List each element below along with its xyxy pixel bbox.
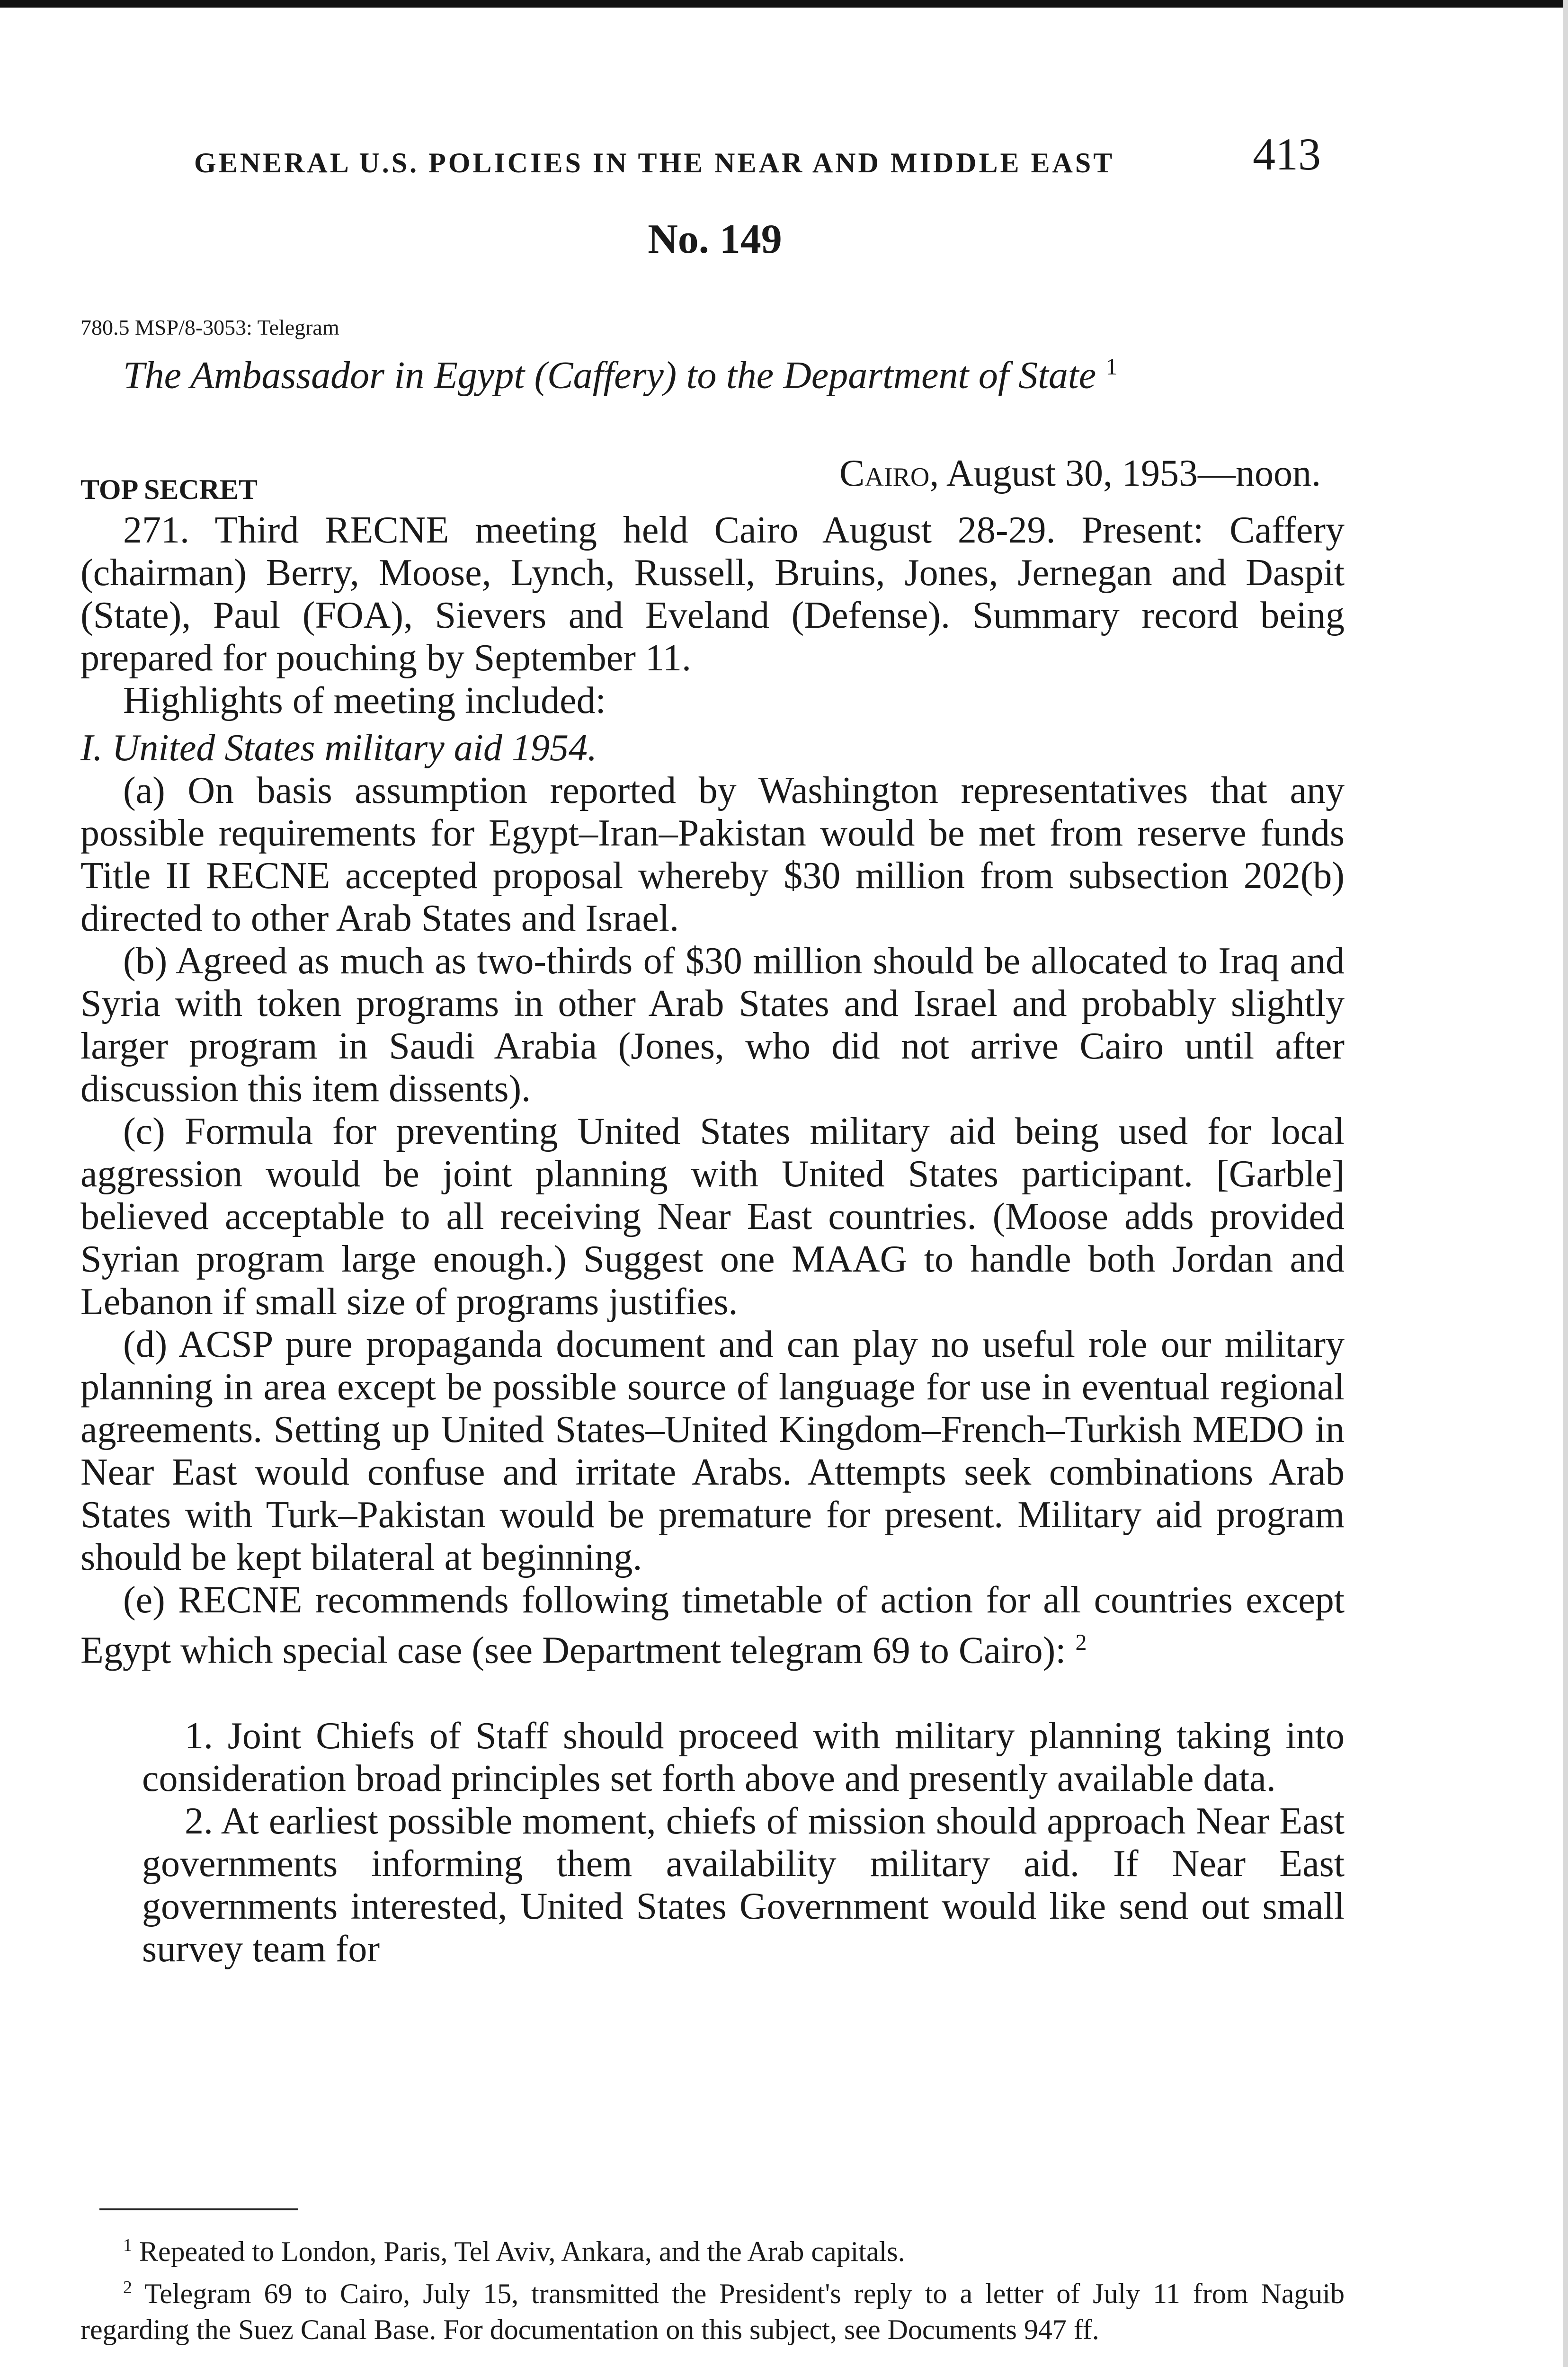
file-reference: 780.5 MSP/8-3053: Telegram <box>80 315 339 339</box>
footnote-1 <box>80 2227 1345 2269</box>
paragraph-opening: 271. Third RECNE meeting held Cairo August 28-29. Present: Caffery (chairman) Berry, Moose, Lynch, Russell, Bruins, Jones, Jernegan and Daspit (State), Paul (FOA), Sievers and Eveland (Defense). Summary record being prepared for pouching by September 11. <box>80 509 1345 679</box>
step-2: 2. At earliest possible moment, chiefs of mission should approach Near East governments informing them availability military aid. If Near East governments interested, United States Government would like send out small survey team for <box>142 1800 1345 1970</box>
document-number: No. 149 <box>648 216 782 262</box>
item-e <box>80 1579 1345 1672</box>
footnote-2-text: Telegram 69 to Cairo, July 15, transmitted the President's reply to a letter of July 11 from Naguib regarding the Suez Canal Base. For documentation on this subject, see Documents 947 ff. <box>80 2278 1345 2345</box>
footnote-divider <box>99 2208 298 2210</box>
footnote-ref-1[interactable]: 1 <box>1105 353 1118 380</box>
item-c: (c) Formula for preventing United States military aid being used for local aggression would be joint planning with United States participant. [Garble] believed acceptable to all receiving Near East countries. (Moose adds provided Syrian program large enough.) Suggest one MAAG to handle both Jordan and Lebanon if small size of programs justifies. <box>80 1111 1345 1323</box>
item-d: (d) ACSP pure propaganda document and can play no useful role our military planning in area except be possible source of language for use in eventual regional agreements. Setting up United States–United Kingdom–French–Turkish MEDO in Near East would confuse and irritate Arabs. Attempts seek combinations Arab States with Turk–Pakistan would be premature for present. Military aid program should be kept bilateral at beginning. <box>80 1324 1345 1578</box>
footnotes <box>80 2227 1345 2348</box>
running-head <box>194 128 1349 189</box>
right-edge-shadow <box>1563 0 1568 2367</box>
page-number: 413 <box>1253 129 1321 179</box>
step-1: 1. Joint Chiefs of Staff should proceed with military planning taking into consideration broad principles set forth above and presently available data. <box>142 1715 1345 1799</box>
item-a: (a) On basis assumption reported by Washington representatives that any possible requirements for Egypt–Iran–Pakistan would be met from reserve funds Title II RECNE accepted proposal whereby $30 million from subsection 202(b) directed to other Arab States and Israel. <box>80 770 1345 939</box>
paragraph-highlights: Highlights of meeting included: <box>123 680 606 721</box>
document-page <box>80 0 1349 2367</box>
telegram-body <box>80 509 1345 1970</box>
document-title <box>123 353 1354 397</box>
footnote-ref-2[interactable]: 2 <box>1075 1630 1087 1655</box>
classification-marking: TOP SECRET <box>80 474 258 505</box>
item-e-text: (e) RECNE recommends following timetable of action for all countries except Egypt which special case (see Department telegram 69 to Cairo): <box>80 1579 1345 1672</box>
section-heading: I. United States military aid 1954. <box>80 727 597 769</box>
running-title: GENERAL U.S. POLICIES IN THE NEAR AND MIDDLE EAST <box>194 147 1115 178</box>
footnote-2-mark: 2 <box>123 2278 132 2297</box>
footnote-1-mark: 1 <box>123 2235 132 2255</box>
place: Cairo, <box>839 453 939 494</box>
footnote-1-text: Repeated to London, Paris, Tel Aviv, Ankara, and the Arab capitals. <box>139 2236 905 2267</box>
date: August 30, 1953—noon. <box>946 453 1321 494</box>
item-b: (b) Agreed as much as two-thirds of $30 million should be allocated to Iraq and Syria with token programs in other Arab States and Israel and probably slightly larger program in Saudi Arabia (Jones, who did not arrive Cairo until after discussion this item dissents). <box>80 940 1345 1110</box>
place-date-line <box>839 452 1321 495</box>
document-title-text: The Ambassador in Egypt (Caffery) to the Department of State <box>123 353 1096 397</box>
footnote-2 <box>80 2269 1345 2348</box>
